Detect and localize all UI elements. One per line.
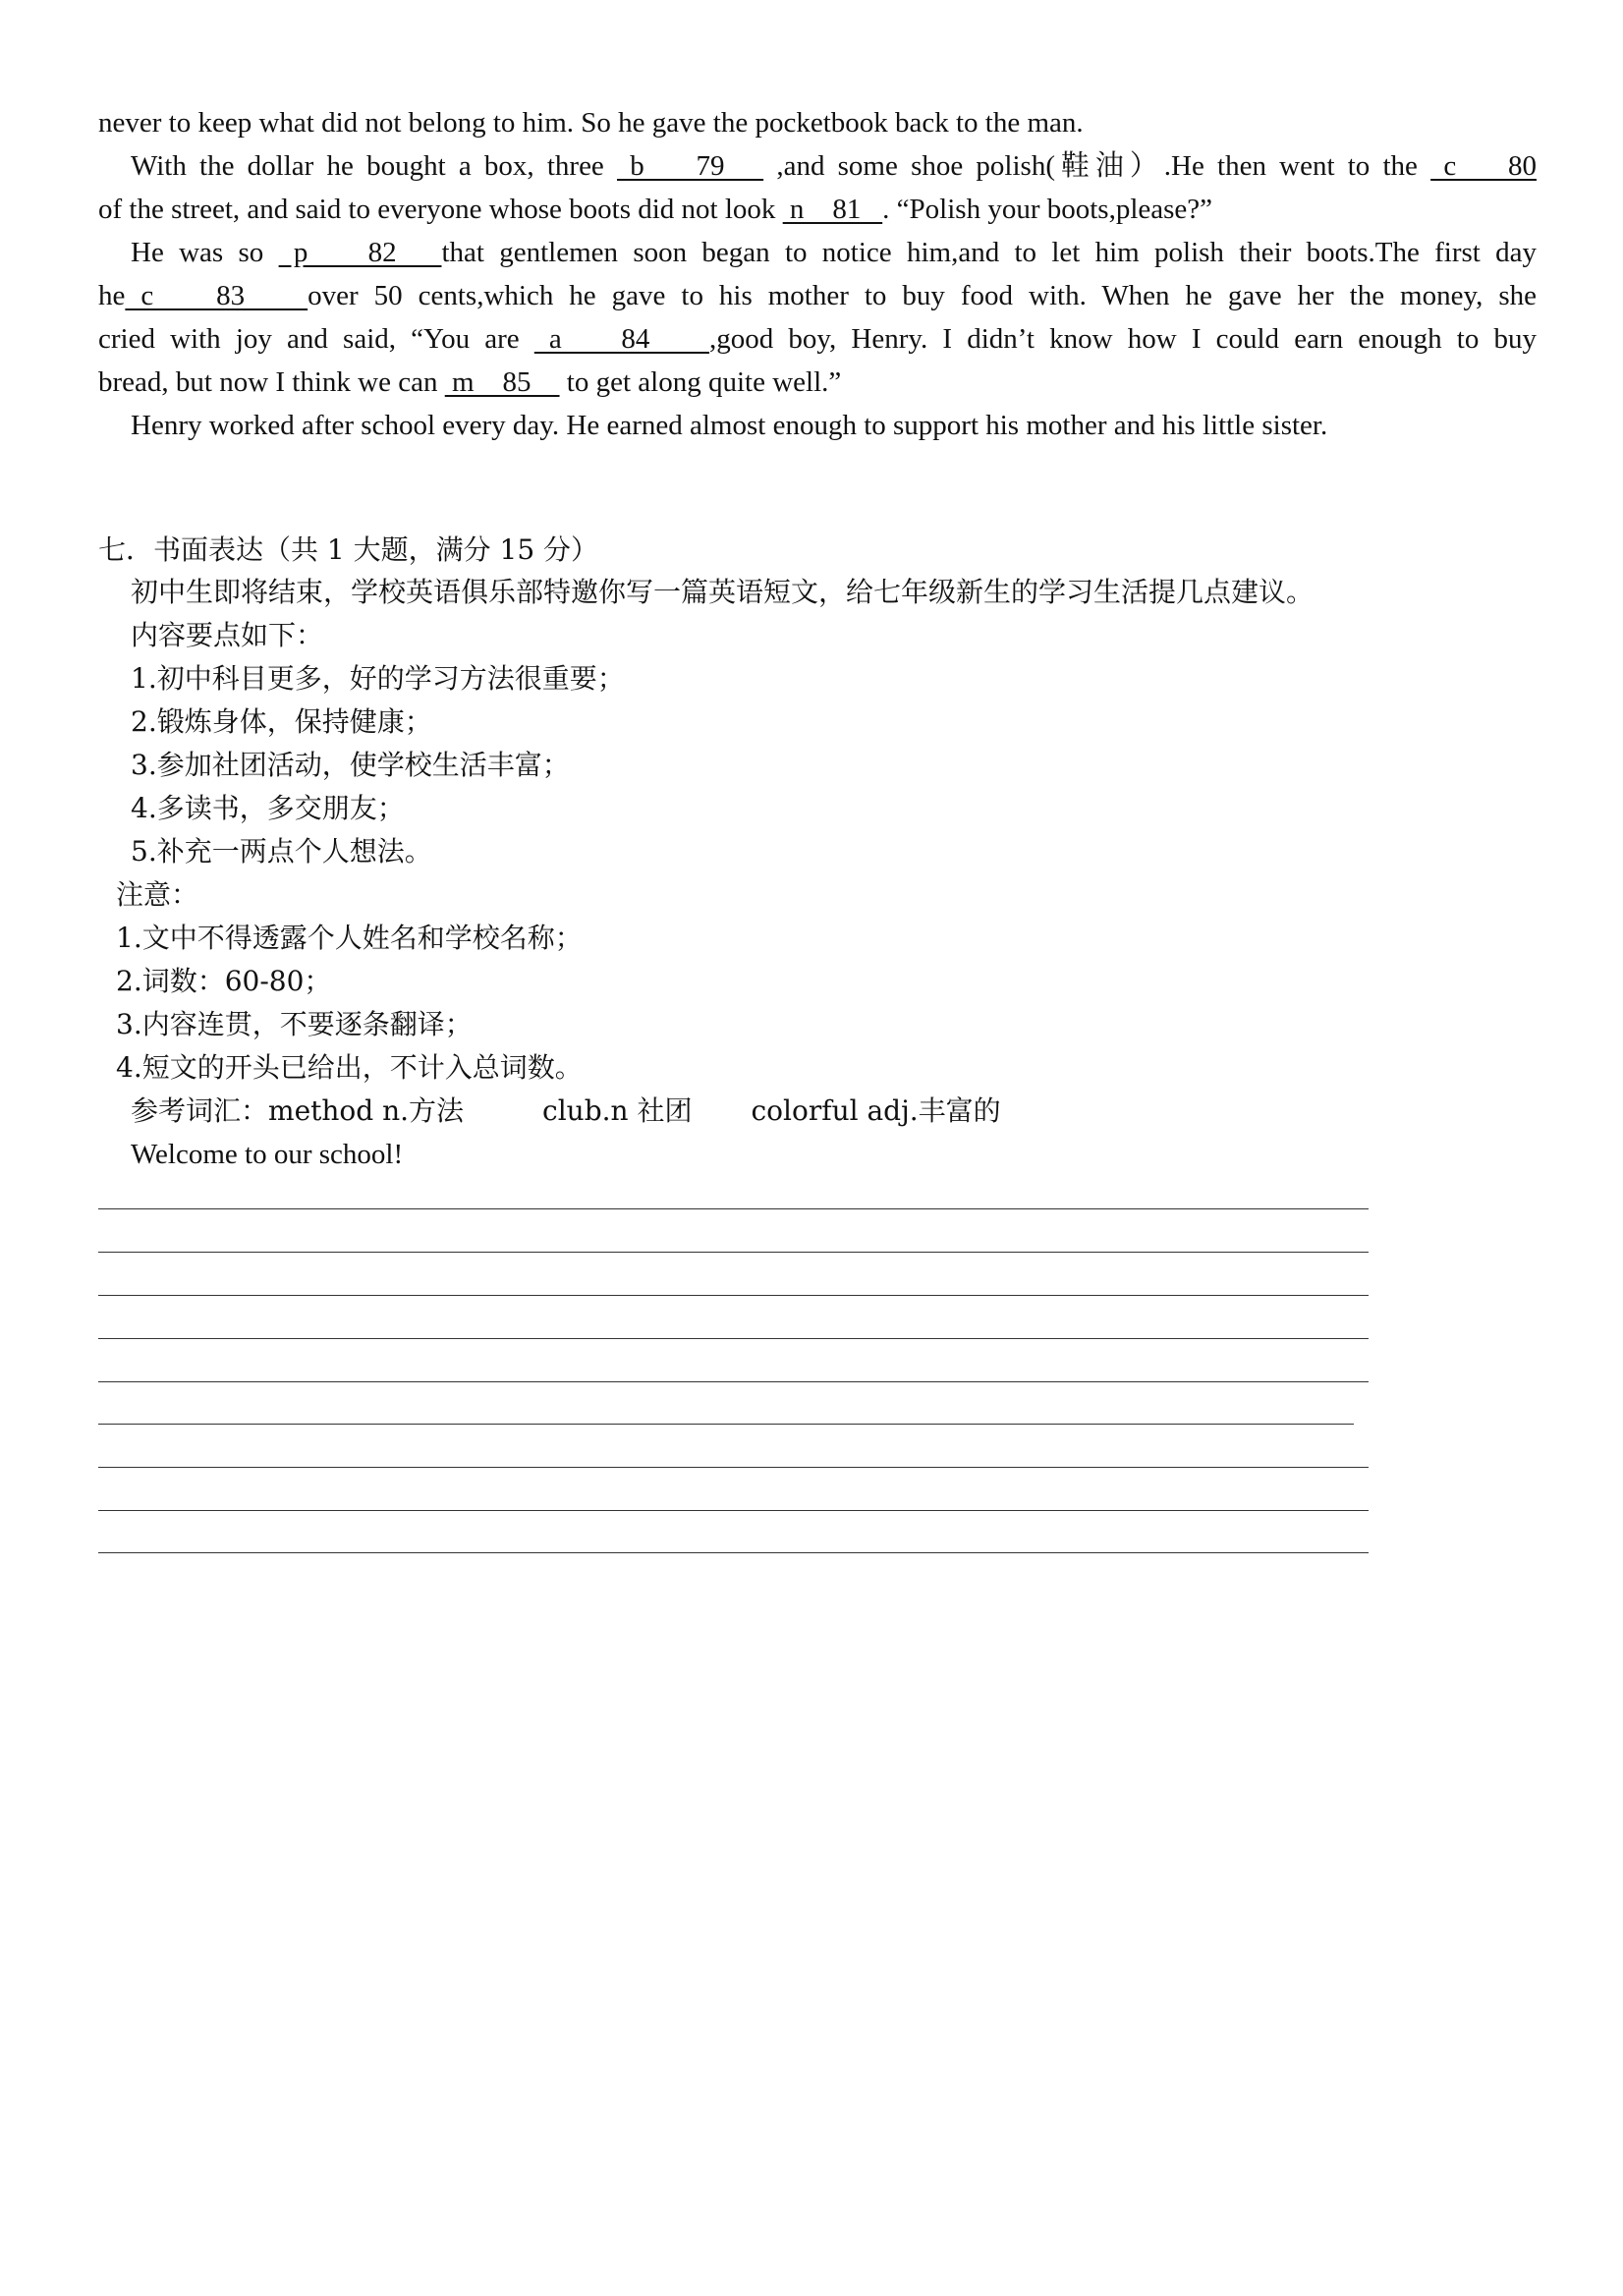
section-intro xyxy=(131,571,1537,614)
passage-line-7 xyxy=(98,361,1537,404)
point-item xyxy=(131,830,1537,873)
passage-text: he xyxy=(98,280,126,311)
essay-opening xyxy=(131,1133,1537,1176)
notes-label xyxy=(116,873,1554,917)
writing-line[interactable] xyxy=(98,1208,1369,1209)
passage-text: never to keep what did not belong to him. So he gave the pocketbook back to the man. xyxy=(98,107,1084,139)
blank-82[interactable]: p 82 xyxy=(278,237,442,268)
passage-line-8 xyxy=(131,404,1537,447)
passage-text: . “Polish your boots,please?” xyxy=(882,194,1213,225)
blank-79[interactable]: b 79 xyxy=(617,150,764,182)
intro-text: 初中生即将结束，学校英语俱乐部特邀你写一篇英语短文，给七年级新生的学习生活提几点建议。 xyxy=(131,576,1315,608)
vocab-item: method n.方法 xyxy=(268,1094,465,1127)
note-item xyxy=(116,960,1554,1003)
passage-line-2 xyxy=(131,144,1537,188)
point-item xyxy=(131,744,1537,787)
writing-line[interactable] xyxy=(98,1424,1354,1425)
vocab-line xyxy=(131,1090,1537,1133)
point-item xyxy=(131,657,1537,700)
passage-line-4 xyxy=(131,231,1537,274)
point-text: 4.多读书，多交朋友； xyxy=(131,792,405,824)
passage-text: ,and some shoe polish(鞋油）.He then went to the xyxy=(776,150,1418,182)
writing-line[interactable] xyxy=(98,1295,1369,1296)
passage-text: that gentlemen soon began to notice him,and to let him polish their boots.The first day xyxy=(441,237,1538,268)
section-title xyxy=(98,529,1537,572)
note-item xyxy=(116,1046,1554,1090)
notes-label-text: 注意： xyxy=(116,878,199,911)
passage-text: Henry worked after school every day. He earned almost enough to support his mother and his little sister. xyxy=(131,410,1328,441)
section-title-text: 七．书面表达（共 1 大题，满分 15 分） xyxy=(98,533,599,566)
point-text: 3.参加社团活动，使学校生活丰富； xyxy=(131,749,570,781)
writing-line[interactable] xyxy=(98,1338,1369,1339)
passage-text: over 50 cents,which he gave to his mother to buy food with. When he gave her the money, she xyxy=(308,280,1537,311)
point-item xyxy=(131,787,1537,830)
points-label xyxy=(131,614,1537,657)
blank-80[interactable]: c 80 xyxy=(1430,150,1538,182)
writing-line[interactable] xyxy=(98,1510,1369,1511)
note-text: 1.文中不得透露个人姓名和学校名称； xyxy=(116,922,583,954)
writing-line[interactable] xyxy=(98,1467,1369,1468)
passage-text: ,good boy, Henry. I didn’t know how I could earn enough to buy xyxy=(709,323,1537,355)
point-text: 1.初中科目更多，好的学习方法很重要； xyxy=(131,662,625,695)
note-text: 4.短文的开头已给出，不计入总词数。 xyxy=(116,1051,583,1084)
passage-line-6 xyxy=(98,317,1537,361)
passage-text: He was so xyxy=(131,237,264,268)
writing-line[interactable] xyxy=(98,1552,1369,1553)
blank-84[interactable]: a 84 xyxy=(533,323,710,355)
blank-83[interactable]: c 83 xyxy=(125,280,308,311)
blank-85[interactable]: m 85 xyxy=(444,366,560,398)
opening-text: Welcome to our school! xyxy=(131,1139,404,1170)
writing-line[interactable] xyxy=(98,1381,1369,1382)
vocab-item: club.n 社团 xyxy=(542,1094,693,1127)
passage-line-1 xyxy=(98,101,1537,144)
passage-text: bread, but now I think we can xyxy=(98,366,438,398)
passage-text: of the street, and said to everyone whose boots did not look xyxy=(98,194,776,225)
passage-text: cried with joy and said, “You are xyxy=(98,323,520,355)
blank-81[interactable]: n 81 xyxy=(782,194,883,225)
vocab-item: colorful adj.丰富的 xyxy=(751,1094,1001,1127)
vocab-label: 参考词汇： xyxy=(131,1094,269,1127)
passage-line-3 xyxy=(98,188,1537,231)
point-item xyxy=(131,700,1537,744)
note-item xyxy=(116,1003,1554,1046)
passage-text: With the dollar he bought a box, three xyxy=(131,150,604,182)
writing-line[interactable] xyxy=(98,1252,1369,1253)
passage-text: to get along quite well.” xyxy=(559,366,842,398)
point-text: 5.补充一两点个人想法。 xyxy=(131,835,432,868)
note-item xyxy=(116,917,1554,960)
note-text: 3.内容连贯，不要逐条翻译； xyxy=(116,1008,473,1040)
passage-line-5 xyxy=(98,274,1537,317)
points-label-text: 内容要点如下： xyxy=(131,619,324,651)
note-text: 2.词数：60-80； xyxy=(116,965,332,997)
point-text: 2.锻炼身体，保持健康； xyxy=(131,705,432,738)
